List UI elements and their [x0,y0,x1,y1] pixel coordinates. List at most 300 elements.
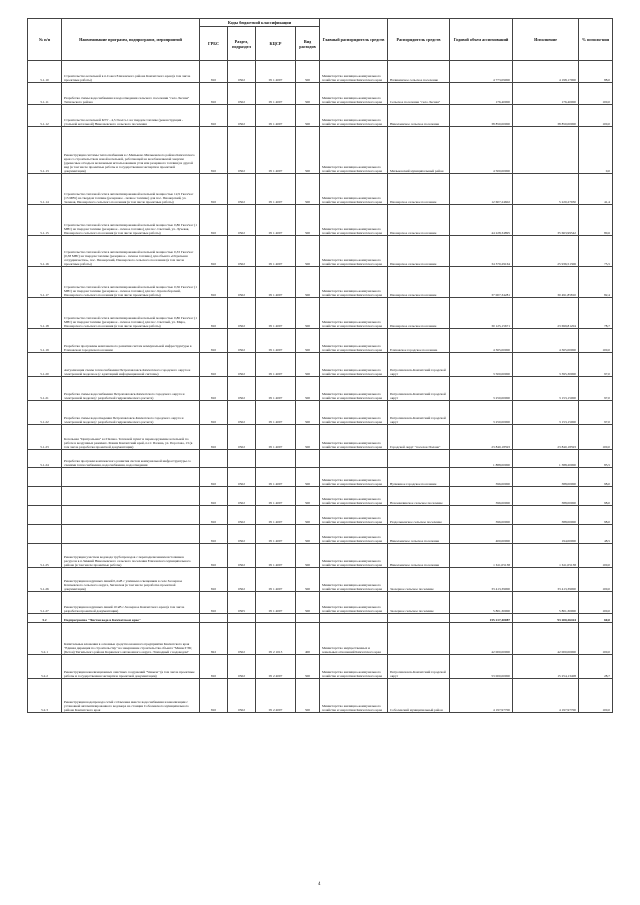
cell-isp: 15 254,13408 [513,655,579,679]
cell-gr: Министерство жилищно-коммунального хозяйства и энергетики Камчатского края [320,679,388,713]
header-vol: Годовой объем ассигнований [450,19,513,61]
cell-vr: 500 [296,377,320,401]
cell-vol: 1 888,00000 [450,450,513,468]
table-row [28,487,613,506]
table-row [28,401,613,425]
cell-gr: Министерство жилищно-коммунального хозяйства и энергетики Камчатского края [320,592,388,614]
cell-rz: 0502 [228,298,256,329]
cell-rz: 0502 [228,105,256,127]
cell-name: Разработка схемы водоснабжения и водоотведения сельского поселения "село Лесная" Тигильского района [62,83,200,105]
cell-rs: Петропавловск-Камчатский городской округ [388,377,450,401]
cell-csr: 05 1 4007 [256,205,296,236]
cell-vol: 396,00000 [450,487,513,506]
table-row [28,623,613,655]
cell-vr: 500 [296,592,320,614]
cell-rz: 0502 [228,377,256,401]
cell-num: 5.1.10 [28,61,62,83]
table-row [28,353,613,377]
cell-name: Реконструкция участков водовода трубопроводов с переподключением источников ресурсов в п.Зимний Николаевского сельского поселения Елизовского муниципального района (в том числе проектные работы) [62,544,200,568]
cell-rz: 0502 [228,568,256,592]
cell-vr: 500 [296,174,320,205]
cell-rs [388,623,450,655]
cell-isp: 5 801,30000 [513,592,579,614]
cell-pct: 100,0 [579,329,613,353]
table-row [28,267,613,298]
cell-name: Капитальные вложения в основные средства казенного предприятия Камчатского края "Единая дирекция по строительству" на завершение строительства объекта "Мини-ТЭЦ (Бетон) Тигильского района Корякского автономного округа. Эпизодный с водоводом" [62,623,200,655]
cell-isp: 4 198,17900 [513,61,579,83]
cell-name: Разработка программы комплексного развития систем коммунальной инфраструктуры в Елизовском городском поселении [62,329,200,353]
header-grbs: ГРБС [200,27,228,61]
cell-vr: 500 [296,236,320,267]
cell-isp: 4 197,97700 [513,679,579,713]
cell-gr: Министерство жилищно-коммунального хозяйства и энергетики Камчатского края [320,174,388,205]
cell-name [62,487,200,506]
cell-csr: 05 1 4007 [256,353,296,377]
cell-rs: Раздольненское сельское поселение [388,506,450,525]
cell-csr: 05 1 4007 [256,127,296,174]
cell-vr: 500 [296,544,320,568]
cell-grbs: 810 [200,425,228,450]
cell-csr: 05 1 4007 [256,525,296,544]
cell-num: 5.1.11 [28,83,62,105]
cell-vr: 500 [296,298,320,329]
cell-rs: Городской округ "поселок Палана" [388,425,450,450]
cell-rs: Пионерское сельское поселение [388,298,450,329]
cell-name [62,506,200,525]
cell-csr: 05 1 4007 [256,329,296,353]
table-row [28,377,613,401]
cell-isp: 38 850,00000 [513,105,579,127]
cell-vol: 3 500,00000 [450,353,513,377]
page-number: 4 [318,882,321,887]
cell-pct: 28,7 [579,655,613,679]
cell-isp: 388,00000 [513,468,579,487]
table-row [28,205,613,236]
cell-rz: 0502 [228,401,256,425]
cell-gr: Министерство жилищно-коммунального хозяйства и энергетики Камчатского края [320,401,388,425]
cell-grbs: 810 [200,525,228,544]
cell-grbs: 810 [200,377,228,401]
cell-vr: 500 [296,468,320,487]
table-row [28,614,613,623]
cell-vr: 500 [296,329,320,353]
cell-rz: 0505 [228,592,256,614]
cell-csr [256,614,296,623]
cell-gr: Министерство жилищно-коммунального хозяйства и энергетики Камчатского края [320,83,388,105]
cell-gr: Министерство жилищно-коммунального хозяйства и энергетики Камчатского края [320,568,388,592]
cell-num: 5.1.25 [28,544,62,568]
cell-num: 5.1.26 [28,568,62,592]
cell-num: 5.2 [28,614,62,623]
cell-num [28,506,62,525]
cell-grbs: 810 [200,655,228,679]
table-row [28,544,613,568]
cell-rs: Петропавловск-Камчатский городской округ [388,401,450,425]
cell-grbs: 810 [200,298,228,329]
cell-rz: 0502 [228,174,256,205]
cell-rs: Николаевское сельское поселение [388,105,450,127]
cell-vol: 53 000,00000 [450,655,513,679]
cell-name: Строительство тепловой сети в автоматизированной котельной мощностью 0,86 Гкал/час (1 МВт) на твердом топливе (резервное - печное топливо) для пос. Светлый, ул. Лучевая, Пионерского сельского поселения (в том числе проектные работы) [62,205,200,236]
cell-rs [388,614,450,623]
cell-csr: 05 1 4007 [256,506,296,525]
cell-grbs: 810 [200,61,228,83]
cell-num: 5.1.12 [28,105,62,127]
cell-gr: Министерство жилищно-коммунального хозяйства и энергетики Камчатского края [320,506,388,525]
cell-num [28,525,62,544]
cell-csr: 05 2 4007 [256,679,296,713]
cell-grbs: 810 [200,205,228,236]
cell-grbs: 822 [200,623,228,655]
cell-grbs: 810 [200,329,228,353]
cell-gr: Министерство жилищно-коммунального хозяйства и энергетики Камчатского края [320,298,388,329]
cell-isp: 3 153,15000 [513,401,579,425]
cell-vr: 500 [296,205,320,236]
cell-grbs: 810 [200,506,228,525]
cell-isp: 194,00000 [513,525,579,544]
cell-vol: 396,00000 [450,468,513,487]
cell-csr: 05 1 4007 [256,377,296,401]
cell-rs: Сельское поселение "село Лесная" [388,83,450,105]
cell-rs: Соболевский муниципальный район [388,679,450,713]
cell-csr: 05 1 4007 [256,592,296,614]
cell-pct: 85,5 [579,450,613,468]
cell-pct: 98,0 [579,468,613,487]
cell-rz: 0502 [228,329,256,353]
cell-pct: 48,5 [579,525,613,544]
cell-isp: 23 840,18593 [513,425,579,450]
cell-rs [388,450,450,468]
cell-rz: 0502 [228,544,256,568]
cell-pct: 80,6 [579,205,613,236]
table-row [28,592,613,614]
table-row [28,83,613,105]
cell-gr [320,614,388,623]
cell-isp: 388,00000 [513,506,579,525]
cell-isp: 3 395,30000 [513,353,579,377]
cell-vr: 500 [296,425,320,450]
cell-pct: 100,0 [579,544,613,568]
cell-rz: 0502 [228,623,256,655]
cell-rs: Пионерское сельское поселение [388,174,450,205]
cell-rz: 0502 [228,425,256,450]
cell-name: Реконструкция воздушных линий 0,4 кВ с уличным освещением в селе Заозерное Ключевского сельского округа, Зиганская (в том числе разработка проектной документации) [62,568,200,592]
cell-csr: 05 1 4007 [256,298,296,329]
cell-pct: 78,7 [579,298,613,329]
cell-rz: 0502 [228,127,256,174]
cell-csr: 05 1 4007 [256,544,296,568]
cell-vol: 155 217,40087 [450,614,513,623]
cell-rs: Петропавловск-Камчатский городской округ [388,353,450,377]
cell-vr: 400 [296,623,320,655]
cell-num: 5.1.14 [28,174,62,205]
cell-pct: 97,0 [579,401,613,425]
cell-grbs [200,450,228,468]
cell-name: Строительство тепловой сети в автоматизированной котельной мощностью 0,33 Гкал/час (0,38 МВт) на твердом топливе (резервное - печное топливо) для объекта «Отдельная сотрудничества», пос. Пионерский, Пионерского сельского поселения (в том числе проектные работы) [62,236,200,267]
cell-grbs: 810 [200,468,228,487]
cell-rs: Пионерское сельское поселение [388,205,450,236]
cell-csr: 05 1 4007 [256,267,296,298]
cell-csr: 05 1 4007 [256,174,296,205]
cell-pct: 82,4 [579,267,613,298]
cell-gr: Министерство жилищно-коммунального хозяйства и энергетики Камчатского края [320,236,388,267]
table-row [28,105,613,127]
cell-rz: 0502 [228,487,256,506]
cell-name: Строительство тепловой сети в автоматизированной котельной мощностью 12,9 Гкал/час (15 МВт) на твердом топливе (резервное - печное топливо) для пос. Пионерский, ул. Зеленая, Пионерского сельского поселения (в том числе проектные работы) [62,174,200,205]
cell-rs: Петропавловск-Камчатский городской округ [388,655,450,679]
cell-name: Реконструкция системы теплоснабжения в с.Мильково Мильковского района Камчатского края со строительством новой котельной, работающей на возобновляемой энергии (древесные отходы и возможным использованием угля или резервного топлива) и другой вид (в том числе проектные работы и государственная экспертиза проектной документации) [62,127,200,174]
cell-vol: 5 801,30000 [450,592,513,614]
cell-num: 5.1.24 [28,450,62,468]
cell-isp: 1 611,05138 [513,544,579,568]
table-row [28,450,613,468]
cell-vr: 500 [296,401,320,425]
cell-grbs: 810 [200,544,228,568]
table-row [28,568,613,592]
cell-vr: 500 [296,83,320,105]
cell-vol: 34 370,29164 [450,236,513,267]
cell-pct: 60,0 [579,614,613,623]
cell-pct: 88,0 [579,61,613,83]
table-row [28,174,613,205]
cell-vr: 500 [296,679,320,713]
cell-gr: Министерство жилищно-коммунального хозяйства и энергетики Камчатского края [320,353,388,377]
table-row [28,298,613,329]
cell-grbs: 810 [200,105,228,127]
cell-vol: 176,40000 [450,83,513,105]
table-row [28,655,613,679]
cell-vr: 500 [296,127,320,174]
cell-gr: Министерство жилищно-коммунального хозяйства и энергетики Камчатского края [320,525,388,544]
cell-rs: Николаевское сельское поселение [388,544,450,568]
cell-vol: 396,00000 [450,506,513,525]
table-row [28,329,613,353]
document-page [27,18,612,713]
cell-vr: 500 [296,655,320,679]
cell-vr: 500 [296,487,320,506]
cell-csr: 05 1 4007 [256,83,296,105]
cell-num: 5.1.15 [28,205,62,236]
cell-rs: Пионерское сельское поселение [388,236,450,267]
cell-rs: Мильковский муниципальный район [388,127,450,174]
cell-vol: 30 125,15671 [450,298,513,329]
cell-vr [296,614,320,623]
cell-isp: 4 365,00000 [513,329,579,353]
cell-grbs: 810 [200,267,228,298]
cell-rz: 0502 [228,655,256,679]
table-row [28,679,613,713]
cell-name: Разработка схемы водоснабжения Петропавловск-Камчатского городского округа и электронной модели (с разработкой гидравлического расчета) [62,377,200,401]
cell-vol: 4 197,97700 [450,679,513,713]
cell-gr: Министерство жилищно-коммунального хозяйства и энергетики Камчатского края [320,127,388,174]
cell-rz: 0502 [228,61,256,83]
cell-name [62,468,200,487]
cell-vr: 500 [296,353,320,377]
cell-rz: 0502 [228,353,256,377]
cell-gr: Министерство жилищно-коммунального хозяйства и энергетики Камчатского края [320,655,388,679]
cell-num: 5.1.19 [28,329,62,353]
cell-pct: 75,5 [579,236,613,267]
cell-num: 5.1.13 [28,127,62,174]
cell-vol: 38 850,00000 [450,105,513,127]
cell-rs: Начикинское сельское поселение [388,61,450,83]
cell-num: 5.1.21 [28,377,62,401]
cell-name: Реконструкция воздушных линий 10 кВ с.Заозерное Камчатского края (в том числе разработка проектной документации) [62,592,200,614]
cell-csr: 05 1 4007 [256,61,296,83]
header-csr: КЦСР [256,27,296,61]
cell-csr: 05 1 4007 [256,568,296,592]
header-isp: Исполнение [513,19,579,61]
cell-pct: 100,0 [579,592,613,614]
header-rz: Раздел, подраздел [228,27,256,61]
cell-vol: 4 365,00000 [450,329,513,353]
cell-vol: 37 007,34281 [450,267,513,298]
cell-rz: 0502 [228,205,256,236]
cell-gr: Министерство жилищно-коммунального хозяйства и энергетики Камчатского края [320,105,388,127]
cell-rz: 0502 [228,83,256,105]
cell-csr: 05 1 4007 [256,236,296,267]
cell-vol: 3 250,00000 [450,401,513,425]
cell-pct: 98,0 [579,487,613,506]
cell-grbs: 810 [200,487,228,506]
cell-vr: 500 [296,568,320,592]
cell-num: 5.1.17 [28,267,62,298]
cell-grbs: 810 [200,127,228,174]
cell-grbs: 810 [200,174,228,205]
cell-rz [228,614,256,623]
cell-name: Подпрограмма "Чистая вода в Камчатском крае" [62,614,200,623]
cell-csr: 05 1 4007 [256,105,296,127]
cell-vol: 4 500,00000 [450,127,513,174]
cell-isp: 25 936,51306 [513,236,579,267]
cell-name: Разработка схемы водоотведения Петропавловск-Камчатского городского округа и электронной модели (с разработкой гидравлического расчета) [62,401,200,425]
cell-num: 5.1.20 [28,353,62,377]
cell-pct: 41,4 [579,174,613,205]
table-row [28,425,613,450]
cell-gr: Министерство жилищно-коммунального хозяйства и энергетики Камчатского края [320,205,388,236]
header-num: № п/п [28,19,62,61]
table-row [28,506,613,525]
cell-gr: Министерство жилищно-коммунального хозяйства и энергетики Камчатского края [320,544,388,568]
header-gr: Главный распорядитель средств [320,19,388,61]
header-codes: Коды бюджетной классификации [200,19,320,27]
cell-pct: 100,0 [579,105,613,127]
cell-gr: Министерство имущественных и земельных отношений Камчатского края [320,623,388,655]
table-row [28,525,613,544]
cell-rz: 0502 [228,679,256,713]
cell-name: Строительство котельной в п.Сокоч Елизовского района Камчатского края (в том числе проектные работы) [62,61,200,83]
cell-num: 5.1.23 [28,425,62,450]
cell-csr: 05 1 4007 [256,401,296,425]
cell-rs: Николаевское сельское поселение [388,525,450,544]
cell-num: 5.1.16 [28,236,62,267]
table-row [28,61,613,83]
cell-pct: 100,0 [579,568,613,592]
cell-isp: 388,00000 [513,487,579,506]
cell-num: 5.2.1 [28,623,62,655]
cell-name: Реконструкция канализационных очистных сооружений "Чавыча" (в том числе проектные работы и государственная экспертиза проектной документации) [62,655,200,679]
cell-vol: 42 000,00000 [450,623,513,655]
cell-isp: 42 000,00000 [513,623,579,655]
cell-grbs: 810 [200,679,228,713]
cell-pct: 98,0 [579,506,613,525]
header-name: Наименование программ, подпрограмм, мероприятий [62,19,200,61]
cell-name: Строительство котельной КТУ - 4,5 Гкал/ч-1 на твердом топливе (реконструкция - угольной котельной) Николаевского сельского поселения [62,105,200,127]
cell-vr: 500 [296,267,320,298]
cell-pct: 97,0 [579,353,613,377]
header-rs: Распорядитель средств [388,19,450,61]
cell-num: 5.1.18 [28,298,62,329]
cell-vol: 4 773,09000 [450,61,513,83]
cell-rs: Новоавачинское сельское поселение [388,487,450,506]
cell-csr: 05 2 1013 [256,623,296,655]
cell-isp: 23 699,81204 [513,298,579,329]
cell-rs: Заозерное сельское поселение [388,592,450,614]
cell-name: Разработка программ комплексного развития систем коммунальной инфраструктуры со схемами теплоснабжения, водоснабжения, водоотведения [62,450,200,468]
cell-grbs: 810 [200,568,228,592]
cell-grbs: 810 [200,236,228,267]
cell-num [28,468,62,487]
cell-isp: 3 153,15000 [513,377,579,401]
cell-name: Реконструкция водопровода сетей с.Ольховка вместе водоснабжения и канализации с установкой автоматизированного водомера на станции Соболевского муниципального района Камчатского края [62,679,200,713]
cell-rz: 0502 [228,267,256,298]
cell-grbs: 810 [200,592,228,614]
table-row [28,236,613,267]
cell-vr [296,450,320,468]
cell-csr: 05 2 4007 [256,655,296,679]
cell-pct: 100,0 [579,425,613,450]
cell-name: Строительство тепловой сети в автоматизированной котельной мощностью 0,86 Гкал/час (1 МВт) на твердом топливе (резервное - печное топливо) для пос. Светлый, ул. Мира, Пионерского сельского поселения (в том числе проектные работы) [62,298,200,329]
cell-csr: 05 1 4007 [256,487,296,506]
cell-name [62,525,200,544]
table-row [28,127,613,174]
budget-table [27,18,613,713]
cell-isp: 1 388,20000 [513,450,579,468]
cell-vol: 44 228,34895 [450,205,513,236]
cell-vol: 12 607,24602 [450,174,513,205]
cell-gr: Министерство жилищно-коммунального хозяйства и энергетики Камчатского края [320,61,388,83]
cell-vr: 500 [296,525,320,544]
cell-rz: 0502 [228,506,256,525]
cell-gr: Министерство жилищно-коммунального хозяйства и энергетики Камчатского края [320,468,388,487]
cell-rz: 0502 [228,236,256,267]
cell-csr: 05 1 4007 [256,425,296,450]
cell-rz [228,450,256,468]
cell-rs: Елизовское городское поселение [388,329,450,353]
cell-isp: 5 220,27930 [513,174,579,205]
cell-num: 5.2.3 [28,679,62,713]
cell-gr: Министерство жилищно-коммунального хозяйства и энергетики Камчатского края [320,267,388,298]
header-pct: % исполн-ния [579,19,613,61]
cell-grbs [200,614,228,623]
cell-vr: 500 [296,61,320,83]
cell-vol: 23 840,18593 [450,425,513,450]
cell-grbs: 810 [200,401,228,425]
cell-isp: 35 663,99542 [513,205,579,236]
cell-pct: 100,0 [579,623,613,655]
cell-vol: 3 250,00000 [450,377,513,401]
cell-num: 5.1.22 [28,401,62,425]
cell-csr [256,450,296,468]
cell-rz: 0502 [228,468,256,487]
cell-rs: Вулканное городское поселение [388,468,450,487]
cell-gr [320,450,388,468]
cell-name: Котельная "Центральная" в г.Палана. Тепловой пункт и перевооружение котельной по работе в воздушных режимах. Режим Камчатский край, п.г.т. Палана, ул. Поротова, 13 (в том числе разработка проектной документации) [62,425,200,450]
cell-num: 5.2.2 [28,655,62,679]
cell-gr: Министерство жилищно-коммунального хозяйства и энергетики Камчатского края [320,377,388,401]
cell-vol: 33 413,39000 [450,568,513,592]
table-row [28,468,613,487]
